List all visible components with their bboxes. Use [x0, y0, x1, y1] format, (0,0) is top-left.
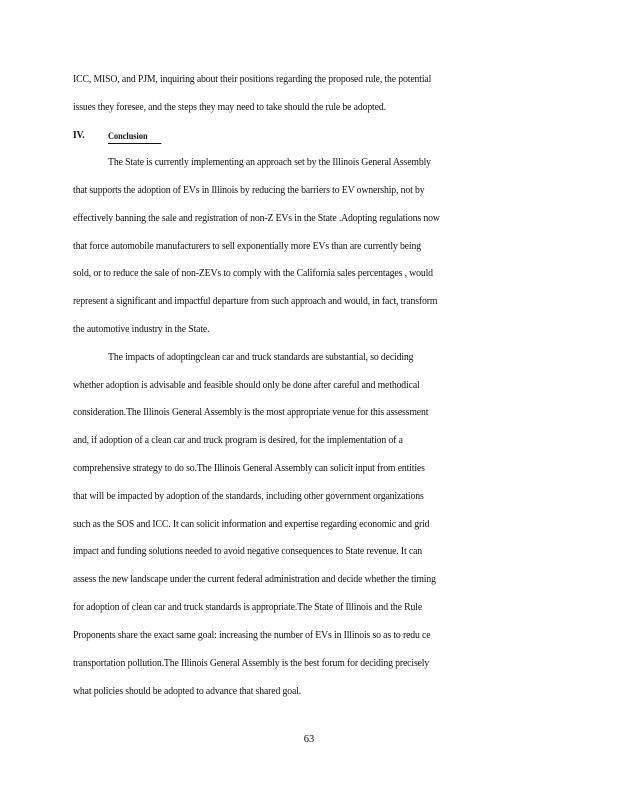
body-line: consideration.The Illinois General Assembly is the most appropriate venue for this assessment: [73, 407, 429, 418]
body-line: for adoption of clean car and truck standards is appropriate.The State of Illinois and the Rule: [73, 602, 423, 613]
body-line: represent a significant and impactful departure from such approach and would, in fact, transform: [73, 296, 438, 307]
body-line: and, if adoption of a clean car and truck program is desired, for the implementation of a: [73, 435, 403, 446]
body-line: Proponents share the exact same goal: increasing the number of EVs in Illinois so as to redu ce: [73, 630, 431, 641]
body-line: The impacts of adoptingclean car and truck standards are substantial, so deciding: [108, 352, 414, 363]
page-number: 63: [303, 734, 315, 745]
body-line: whether adoption is advisable and feasible should only be done after careful and methodical: [73, 380, 420, 391]
body-line: assess the new landscape under the current federal administration and decide whether the timing: [73, 574, 436, 585]
body-line: issues they foresee, and the steps they may need to take should the rule be adopted.: [73, 102, 386, 113]
body-line: the automotive industry in the State.: [73, 324, 210, 335]
body-line: comprehensive strategy to do so.The Illinois General Assembly can solicit input from entities: [73, 463, 425, 474]
body-line: ICC, MISO, and PJM, inquiring about their positions regarding the proposed rule, the potential: [73, 74, 432, 85]
body-line: sold, or to reduce the sale of non-ZEVs to comply with the California sales percentages , would: [73, 268, 433, 279]
body-line: The State is currently implementing an approach set by the Illinois General Assembly: [108, 157, 431, 168]
section-title: Conclusion: [108, 129, 161, 144]
body-line: that force automobile manufacturers to sell exponentially more EVs than are currently being: [73, 241, 421, 252]
body-line: that will be impacted by adoption of the standards, including other government organizations: [73, 491, 424, 502]
body-line: such as the SOS and ICC. It can solicit information and expertise regarding economic and grid: [73, 519, 430, 530]
body-line: that supports the adoption of EVs in Illinois by reducing the barriers to EV ownership, not by: [73, 185, 425, 196]
body-line: effectively banning the sale and registration of non-Z EVs in the State .Adopting regulations now: [73, 213, 440, 224]
body-line: impact and funding solutions needed to avoid negative consequences to State revenue. It can: [73, 546, 423, 557]
body-line: transportation pollution.The Illinois General Assembly is the best forum for deciding precisely: [73, 658, 430, 669]
body-line: what policies should be adopted to advance that shared goal.: [73, 686, 302, 697]
section-number: IV.: [73, 130, 85, 141]
